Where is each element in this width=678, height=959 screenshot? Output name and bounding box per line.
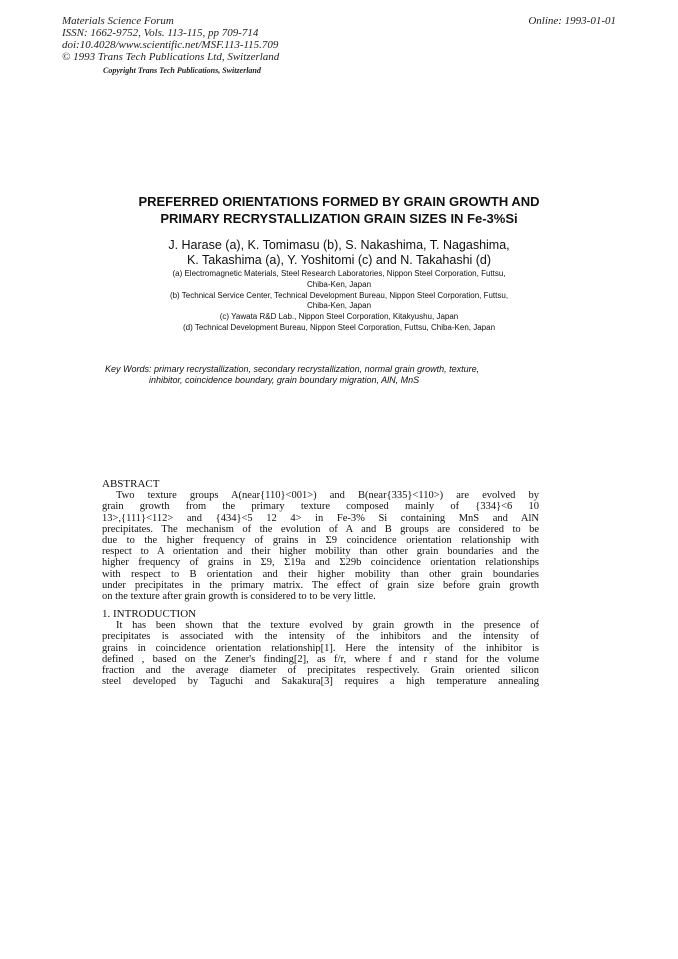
title-line-1: PREFERRED ORIENTATIONS FORMED BY GRAIN GROWTH AND [138,194,540,209]
abstract-line: respect to A orientation and their higher mobility than other grain boundaries and the [102,546,539,558]
abstract-section [102,479,539,602]
doi-line[interactable]: doi:10.4028/www.scientific.net/MSF.113-115.709 [62,39,279,51]
abstract-line: 13>,{111}<112> and {434}<5 12 4> in Fe-3% Si containing MnS and AlN [102,512,539,524]
affiliation-a-cont: Chiba-Ken, Japan [306,279,372,289]
intro-line: defined , based on the Zener's finding[2], as f/r, where f and r stand for the volume [102,653,539,665]
intro-line: It has been shown that the texture evolved by grain growth in the presence of [116,620,539,632]
abstract-line: Two texture groups A(near{110}<001>) and B(near{335}<110>) are evolved by [116,490,539,502]
affiliation-d: (d) Technical Development Bureau, Nippon Steel Corporation, Futtsu, Chiba-Ken, Japan [182,322,496,332]
online-date: Online: 1993-01-01 [528,15,616,27]
introduction-heading: 1. INTRODUCTION [102,608,197,620]
authors-line-1: J. Harase (a), K. Tomimasu (b), S. Nakashima, T. Nagashima, [168,238,510,252]
abstract-line: precipitates. The mechanism of the evolution of A and B groups are considered to be [102,523,539,535]
intro-line: grains in coincidence orientation relationship[1]. Here the intensity of the inhibitor is [102,642,539,654]
paper-title [0,193,678,227]
affiliations [0,269,678,334]
abstract-line: on the texture after grain growth is considered to to be very little. [102,591,376,603]
keywords-line-1: Key Words: primary recrystallization, secondary recrystallization, normal grain growth, texture, [105,364,480,374]
citation-header [62,15,279,63]
author-list [0,238,678,268]
journal-name: Materials Science Forum [62,15,174,27]
affiliation-a: (a) Electromagnetic Materials, Steel Research Laboratories, Nippon Steel Corporation, Futtsu, [172,269,506,278]
authors-line-2: K. Takashima (a), Y. Yoshitomi (c) and N. Takahashi (d) [186,253,492,267]
abstract-heading: ABSTRACT [102,478,160,490]
keywords [105,364,575,386]
title-line-2: PRIMARY RECRYSTALLIZATION GRAIN SIZES IN Fe-3%Si [160,211,518,226]
affiliation-b-cont: Chiba-Ken, Japan [306,301,372,311]
intro-line: precipitates is associated with the intensity of the inhibitors and the intensity of [102,631,539,643]
abstract-line: with respect to B orientation and their higher mobility than other grain boundaries [102,568,539,580]
affiliation-c: (c) Yawata R&D Lab., Nippon Steel Corporation, Kitakyushu, Japan [219,312,459,322]
abstract-line: grain growth from the primary texture composed mainly of {334}<6 10 [102,501,539,513]
introduction-section [102,609,539,687]
abstract-line: higher frequency of grains in Σ9, Σ19a and Σ29b coincidence orientation relationships [102,557,539,569]
issn-line: ISSN: 1662-9752, Vols. 113-115, pp 709-714 [62,27,259,39]
affiliation-b: (b) Technical Service Center, Technical Development Bureau, Nippon Steel Corporation, Futtsu, [169,290,509,300]
intro-line: fraction and the average diameter of precipitates respectively. Grain oriented silicon [102,665,539,677]
copyright-stamp: Copyright Trans Tech Publications, Switzerland [103,66,261,75]
abstract-line: due to the higher frequency of grains in Σ9 coincidence orientation relationship with [102,535,539,547]
intro-line: steel developed by Taguchi and Sakakura[3] requires a high temperature annealing [102,676,539,688]
publisher-line: © 1993 Trans Tech Publications Ltd, Switzerland [62,51,280,63]
keywords-line-2: inhibitor, coincidence boundary, grain boundary migration, AlN, MnS [149,375,420,385]
abstract-line: under precipitates in the primary matrix. The effect of grain size before grain growth [102,579,539,591]
